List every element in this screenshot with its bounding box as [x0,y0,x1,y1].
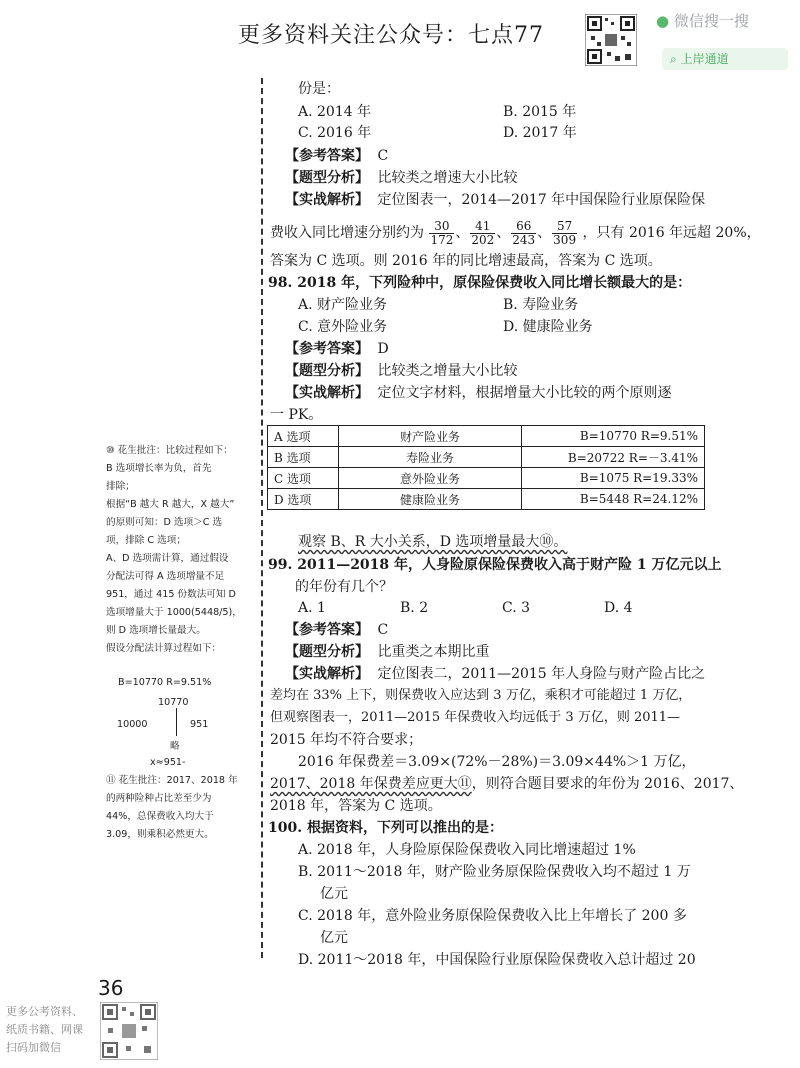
fraction: $\frac{41}{202}$ [471,218,495,247]
search-icon: ⌕ [670,52,677,66]
table-cell: D 选项 [268,489,339,510]
q100-option-b: B. 2011～2018 年，财产险业务原保险保费收入均不超过 1 万 [298,864,691,880]
table-row [268,489,705,510]
q98-comparison-table [267,425,705,510]
q97-type-label: 【题型分析】 [285,170,369,186]
calc-divider [176,708,177,736]
fraction: $\frac{30}{172}$ [430,218,454,247]
q99-type-label: 【题型分析】 [285,644,369,660]
fraction: $\frac{66}{243}$ [512,218,536,247]
q99-option-d: D. 4 [604,600,633,616]
q98-conclusion: 观察 B、R 大小关系，D 选项增量最大⑩。 [298,534,568,550]
q98-option-d: D. 健康险业务 [503,319,593,335]
q97-analysis-2: 费收入同比增速分别约为 $\frac{30}{172}$ 、 $\frac{41}{202}$ 、 $\frac{66}{243}$ 、 $\frac{57}{309}$ ，只有 2016 年远超 20%， [270,218,761,247]
q97-analysis-3: 答案为 C 选项。则 2016 年的同比增速最高，答案为 C 选项。 [270,253,662,269]
q97-stem-tail: 份是： [298,81,340,97]
q99-analysis-3: 但观察图表一，2011—2015 年保费收入均远低于 3 万亿，则 2011— [270,710,681,725]
q99-analysis-2: 差均在 33% 上下，则保费收入应达到 3 万亿，乘积才可能超过 1 万亿， [270,688,692,703]
table-cell: B=20722 R=－3.41% [522,447,705,468]
q98-type-label: 【题型分析】 [285,363,369,379]
table-cell: 寿险业务 [339,447,522,468]
q97-analysis-label: 【实战解析】 [285,192,369,208]
footer-qr-code-icon[interactable] [100,1002,158,1060]
q97-option-c: C. 2016 年 [298,125,372,141]
fraction: $\frac{57}{309}$ [553,218,577,247]
q99-analysis-4: 2015 年均不符合要求； [270,732,423,748]
side-note-11: ⑪ 花生批注：2017、2018 年 的两种险种占比差至少为 44%，总保费收入均大于 3.09，则乘积必然更大。 [106,775,238,840]
q100-option-d: D. 2011～2018 年，中国保险行业原保险保费收入总计超过 20 [298,952,696,968]
q99-analysis-1: 定位图表二，2011—2015 年人身险与财产险占比之 [377,666,706,682]
margin-divider [261,78,263,958]
table-row [268,426,705,447]
q97-answer: C [377,148,389,164]
side-note-10: ⑩ 花生批注：比较过程如下： B 选项增长率为负，首先 排除； 根据“B 越大 R 越大，X 越大” 的原则可知：D 选项＞C 选 项，排除 C 选项； A、D 选项需计算，通过假设 分配法可得 A 选项增量不足 951，通过 415 份数法可知 D 选项增量大于 1000(5448/5)， 则 D 选项增长量最大。 假设分配法计算过程如下： [106,445,242,654]
q97-option-b: B. 2015 年 [503,104,577,120]
q97-option-a: A. 2014 年 [298,104,372,120]
table-cell: B 选项 [268,447,339,468]
q99-type: 比重类之本期比重 [377,644,490,660]
q98-option-b: B. 寿险业务 [503,297,579,313]
footer-promo-text: 更多公考资料、 纸质书籍、网课 扫码加微信 [6,1005,83,1054]
calc-left: 10000 [117,719,148,730]
q99-option-a: A. 1 [298,600,326,616]
table-cell: 财产险业务 [339,426,522,447]
q100-option-c-cont: 亿元 [320,930,348,946]
table-cell: 意外险业务 [339,468,522,489]
q99-stem-2: 的年份有几个？ [295,579,393,595]
table-cell: B=5448 R=24.12% [522,489,705,510]
q99-analysis-6: 2017、2018 年保费差应更大⑪，则符合题目要求的年份为 2016、2017、 [270,776,744,792]
page-number: 36 [98,976,124,1000]
q98-answer-label: 【参考答案】 [285,341,369,357]
table-cell: B=10770 R=9.51% [522,426,705,447]
q99-option-b: B. 2 [400,600,429,616]
q100-option-a: A. 2018 年，人身险原保险保费收入同比增速超过 1% [298,842,636,858]
page-header-title: 更多资料关注公众号：七点77 [238,23,544,48]
q97-option-d: D. 2017 年 [503,125,577,141]
q98-analysis-1: 定位文字材料，根据增量大小比较的两个原则逐 [377,385,672,401]
q98-option-a: A. 财产险业务 [298,297,388,313]
calc-bottom: 略 [170,741,180,752]
search-channel-button[interactable]: ⌕ 上岸通道 [662,48,788,70]
wechat-icon: ● [656,12,670,30]
q98-stem: 98. 2018 年，下列险种中，原保险保费收入同比增长额最大的是： [268,275,692,291]
table-row [268,468,705,489]
q98-analysis-label: 【实战解析】 [285,385,369,401]
qr-code-icon[interactable] [585,14,637,66]
q98-option-c: C. 意外险业务 [298,319,388,335]
q100-option-c: C. 2018 年，意外险业务原保险保费收入比上年增长了 200 多 [298,908,687,924]
wechat-search-logo: ● 微信搜一搜 [656,12,749,30]
calc-line: B=10770 R=9.51% [118,677,212,688]
table-cell: C 选项 [268,468,339,489]
calc-right: 951 [190,719,209,730]
q100-stem: 100. 根据资料，下列可以推出的是： [268,820,503,836]
table-cell: B=1075 R=19.33% [522,468,705,489]
q99-option-c: C. 3 [502,600,531,616]
q99-answer: C [377,622,389,638]
table-cell: 健康险业务 [339,489,522,510]
q97-type: 比较类之增速大小比较 [377,170,518,186]
q98-answer: D [377,341,389,357]
q97-answer-label: 【参考答案】 [285,148,369,164]
q99-stem-1: 99. 2011—2018 年，人身险原保险保费收入高于财产险 1 万亿元以上 [268,557,722,573]
q99-analysis-label: 【实战解析】 [285,666,369,682]
q98-type: 比较类之增量大小比较 [377,363,518,379]
q99-answer-label: 【参考答案】 [285,622,369,638]
q99-analysis-7: 2018 年，答案为 C 选项。 [270,798,442,814]
q97-analysis-1: 定位图表一，2014—2017 年中国保险行业原保险保 [377,192,706,208]
q99-analysis-5: 2016 年保费差＝3.09×(72%－28%)＝3.09×44%＞1 万亿， [298,754,696,770]
q100-option-b-cont: 亿元 [320,886,348,902]
q98-analysis-2: 一 PK。 [270,407,323,423]
table-row [268,447,705,468]
calc-x: x≈951- [150,757,186,768]
table-cell: A 选项 [268,426,339,447]
calc-top: 10770 [158,697,189,708]
fraction-list: $\frac{30}{172}$ 、 $\frac{41}{202}$ 、 $\frac{66}{243}$ 、 $\frac{57}{309}$ [430,218,577,247]
